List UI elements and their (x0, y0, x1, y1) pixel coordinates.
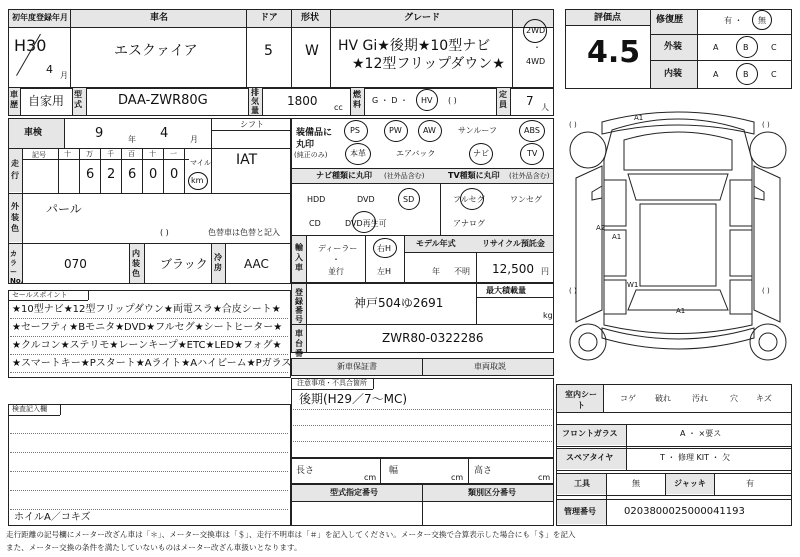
grade-line2: ★12型フリップダウン★ (352, 56, 505, 72)
right-hand: 右H (377, 244, 392, 253)
inspector-block (8, 404, 291, 526)
equip-pw: PW (389, 126, 402, 135)
footer-line1: 走行距離の記号欄にメーター改ざん車は「＊」、メーター交換車は「＄」、走行不明車は「＃」を記入してください。メーター交換で合算表示した場合にも「＄」を記入 (6, 530, 576, 539)
shape-value: W (305, 43, 319, 59)
first-reg-month: 4 (46, 63, 53, 76)
mileage-digit: 6 (86, 167, 95, 182)
fuel-hv: HV (421, 96, 433, 105)
footer-line2: また、メーター交換の条件を満たしていないものはメーター改ざん車扱いとなります。 (6, 543, 302, 552)
tools-value: 無 (632, 479, 640, 488)
tv-oneseg: ワンセグ (510, 195, 542, 204)
displacement-value: 1800 (287, 94, 318, 108)
damage-a2: A2 (596, 224, 606, 232)
mgmt-number: 0203800025000041193 (624, 506, 745, 517)
km-unit: km (191, 176, 204, 185)
capacity-value: 7 (526, 94, 534, 108)
spare-value: T ・ 修理 KIT ・ 欠 (660, 453, 731, 462)
navi-dvdplay: DVD再生可 (345, 219, 387, 228)
damage-a1-rear: A1 (676, 307, 686, 315)
repair-none: 無 (758, 16, 766, 25)
navi-dvd: DVD (357, 195, 375, 204)
mileage-digit: 0 (170, 167, 179, 182)
caution-block (291, 378, 554, 458)
navi-hdd: HDD (307, 195, 326, 204)
interior-color-value: ブラック (160, 257, 208, 271)
recycle-value: 12,500 (492, 262, 534, 276)
mileage-digit: 2 (107, 167, 116, 182)
tv-analog: アナログ (453, 219, 485, 228)
damage-w1: W1 (627, 281, 639, 289)
inspection-year: 9 (95, 126, 104, 141)
bottom-note: ホイルA／コキズ (14, 512, 91, 523)
navi-sd: SD (403, 195, 415, 204)
color-no-value: 070 (64, 257, 87, 271)
equip-sunroof: サンルーフ (458, 126, 497, 135)
grade-line1: HV Gi★後期★10型ナビ (338, 38, 491, 54)
equip-airbag: エアバック (396, 149, 436, 158)
doors-value: 5 (264, 43, 273, 59)
car-damage-diagram (562, 100, 794, 370)
left-hand: 左H (377, 267, 392, 276)
damage-a1-side: A1 (612, 233, 622, 241)
color-value: パール (46, 202, 82, 216)
drive-4wd: 4WD (526, 57, 546, 66)
shift-value: IAT (236, 152, 258, 168)
equip-aw: AW (423, 126, 436, 135)
equip-ps: PS (350, 126, 360, 135)
interior-grade: B (743, 70, 749, 79)
score-value: 4.5 (587, 35, 641, 70)
row-use (8, 87, 554, 116)
dims-row (291, 458, 554, 484)
equip-leather: 本革 (350, 149, 366, 158)
model-value: DAA-ZWR80G (118, 93, 208, 108)
equip-tv: TV (527, 149, 538, 158)
mileage-digit: 6 (128, 167, 137, 182)
equip-navi: ナビ (473, 149, 489, 158)
inspection-month: 4 (160, 126, 169, 141)
navi-cd: CD (309, 219, 321, 228)
sales-point-line: ★クルコン★ステリモ★レーンキープ★ETC★LED★フォグ★ (12, 340, 282, 351)
equip-abs: ABS (524, 126, 540, 135)
first-reg-year: H30 (14, 36, 47, 55)
drive-2wd: 2WD (526, 26, 546, 35)
chassis-value: ZWR80-0322286 (382, 331, 484, 345)
caution-value: 後期(H29／7～MC) (299, 392, 408, 406)
sales-point-line: ★セーフティ★Bモニタ★DVD★フルセグ★シートヒーター★ (12, 322, 283, 333)
first-reg-label: 初年度登録年月 (12, 13, 68, 22)
car-name: エスクァイア (114, 43, 198, 59)
mileage-digit: 0 (149, 167, 158, 182)
sales-point-line: ★スマートキー★Pスタート★Aライト★Aハイビーム★Pガラス (12, 358, 292, 369)
exterior-grade: B (743, 43, 749, 52)
car-name-label: 車名 (150, 13, 169, 23)
damage-a1-front: A1 (634, 114, 644, 122)
top-header-bg (9, 10, 553, 27)
windshield-value: A ・ ×要ス (680, 429, 722, 438)
use-value: 自家用 (28, 94, 65, 108)
registration-value: 神戸504ゆ2691 (354, 296, 444, 310)
sales-point-line: ★10型ナビ★12型フリップダウン★両電スラ★合皮シート★ (12, 304, 281, 315)
jack-value: 有 (746, 479, 754, 488)
ac-value: AAC (244, 257, 269, 271)
tv-fullseg: フルセグ (453, 195, 485, 204)
